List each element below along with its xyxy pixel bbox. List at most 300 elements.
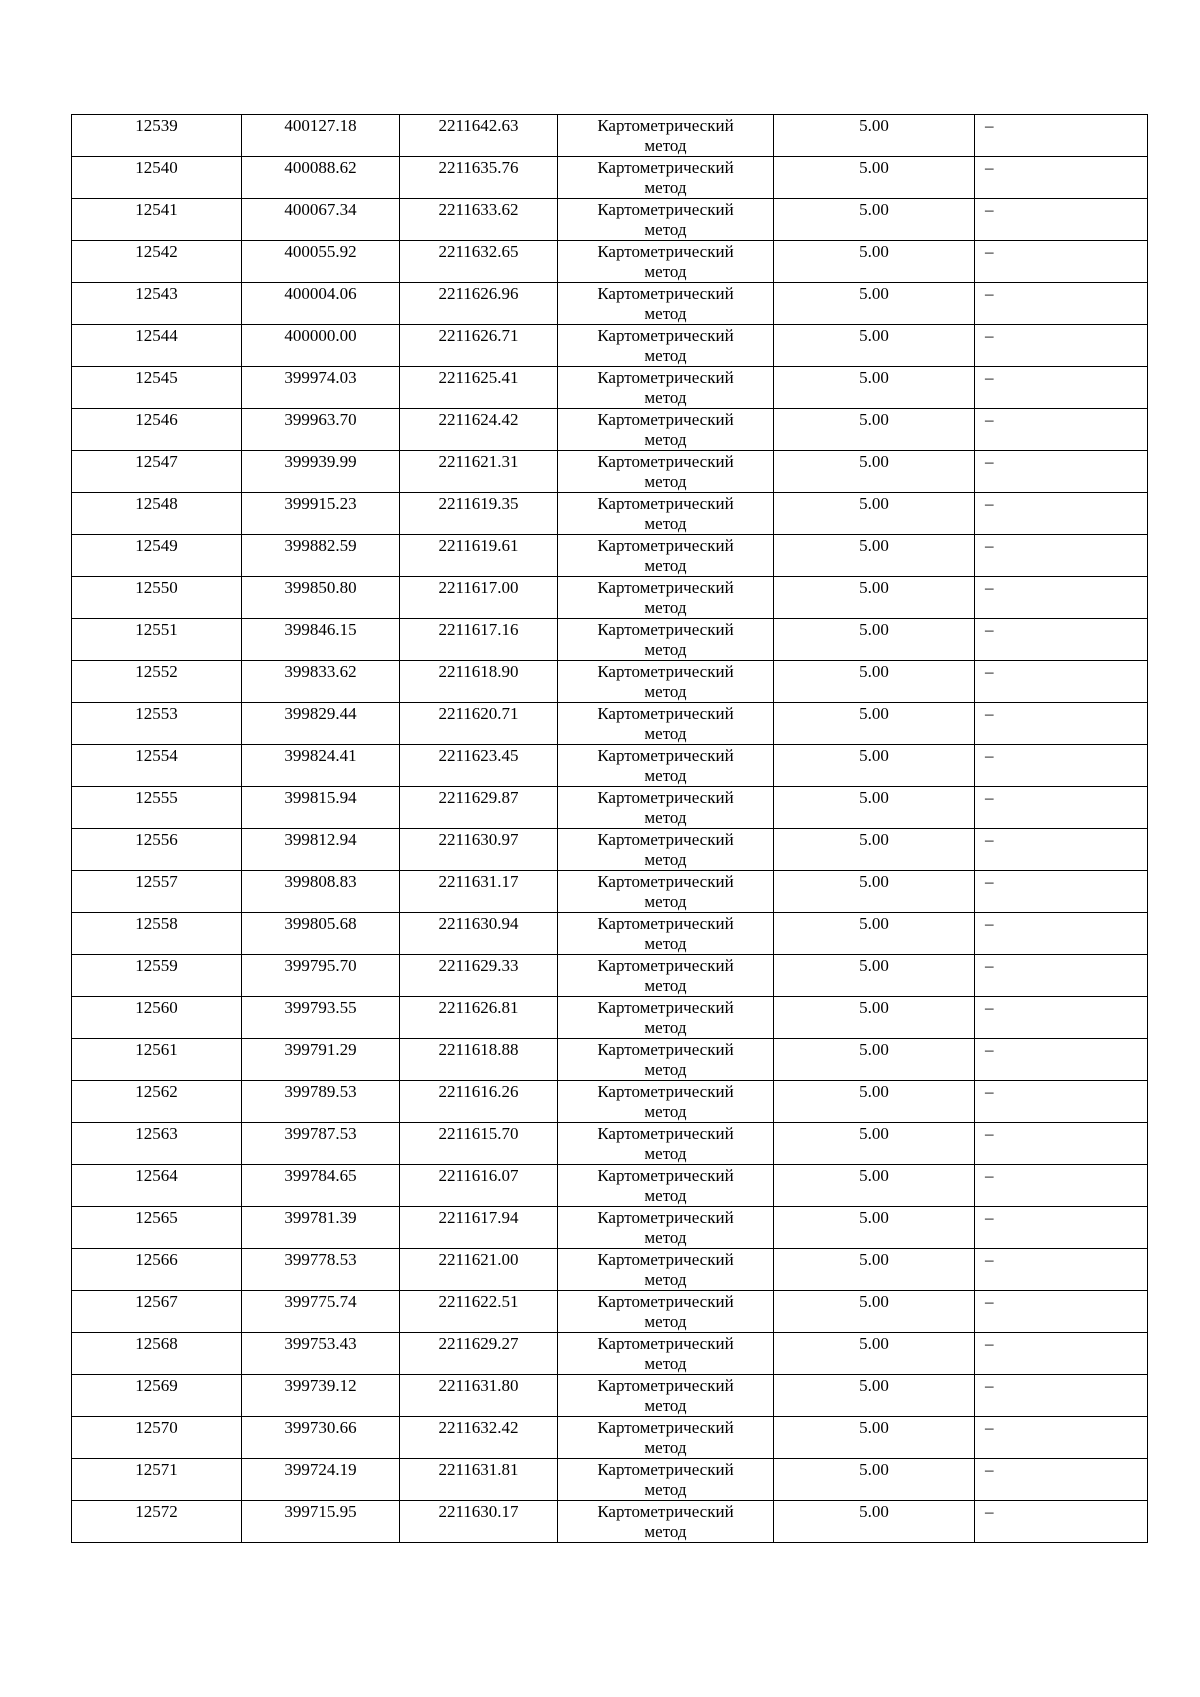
x-coordinate-cell: 399808.83 [242, 871, 400, 913]
description-cell: – [975, 1081, 1148, 1123]
method-line-1: Картометрический [597, 704, 734, 723]
accuracy-cell: 5.00 [774, 1165, 975, 1207]
description-cell: – [975, 871, 1148, 913]
method-line-2: метод [644, 1144, 687, 1163]
method-line-1: Картометрический [597, 1502, 734, 1521]
method-line-2: метод [644, 1312, 687, 1331]
x-coordinate-cell: 400004.06 [242, 283, 400, 325]
method-line-1: Картометрический [597, 998, 734, 1017]
method-cell [558, 1081, 774, 1123]
table-row [72, 1123, 1148, 1165]
table-row [72, 325, 1148, 367]
method-line-1: Картометрический [597, 872, 734, 891]
description-cell: – [975, 913, 1148, 955]
x-coordinate-cell: 399882.59 [242, 535, 400, 577]
description-cell: – [975, 493, 1148, 535]
description-cell: – [975, 619, 1148, 661]
method-cell [558, 1039, 774, 1081]
method-cell [558, 535, 774, 577]
method-cell [558, 703, 774, 745]
method-line-2: метод [644, 472, 687, 491]
y-coordinate-cell: 2211632.42 [400, 1417, 558, 1459]
method-line-2: метод [644, 1228, 687, 1247]
y-coordinate-cell: 2211616.07 [400, 1165, 558, 1207]
x-coordinate-cell: 400055.92 [242, 241, 400, 283]
method-line-1: Картометрический [597, 662, 734, 681]
method-cell [558, 1501, 774, 1543]
accuracy-cell: 5.00 [774, 1207, 975, 1249]
method-line-1: Картометрический [597, 326, 734, 345]
accuracy-cell: 5.00 [774, 577, 975, 619]
table-row [72, 829, 1148, 871]
method-cell [558, 745, 774, 787]
accuracy-cell: 5.00 [774, 703, 975, 745]
accuracy-cell: 5.00 [774, 997, 975, 1039]
method-cell [558, 997, 774, 1039]
method-line-1: Картометрический [597, 1124, 734, 1143]
x-coordinate-cell: 399791.29 [242, 1039, 400, 1081]
description-cell: – [975, 1501, 1148, 1543]
point-number-cell: 12550 [72, 577, 242, 619]
point-number-cell: 12555 [72, 787, 242, 829]
method-line-2: метод [644, 388, 687, 407]
method-line-1: Картометрический [597, 1460, 734, 1479]
method-cell [558, 241, 774, 283]
x-coordinate-cell: 399753.43 [242, 1333, 400, 1375]
accuracy-cell: 5.00 [774, 283, 975, 325]
method-line-2: метод [644, 136, 687, 155]
table-row [72, 577, 1148, 619]
description-cell: – [975, 955, 1148, 997]
point-number-cell: 12566 [72, 1249, 242, 1291]
point-number-cell: 12542 [72, 241, 242, 283]
y-coordinate-cell: 2211629.33 [400, 955, 558, 997]
method-line-1: Картометрический [597, 1418, 734, 1437]
method-cell [558, 619, 774, 661]
coordinates-table [71, 114, 1148, 1543]
accuracy-cell: 5.00 [774, 367, 975, 409]
method-line-2: метод [644, 934, 687, 953]
method-line-2: метод [644, 514, 687, 533]
accuracy-cell: 5.00 [774, 1123, 975, 1165]
x-coordinate-cell: 399724.19 [242, 1459, 400, 1501]
point-number-cell: 12547 [72, 451, 242, 493]
method-line-2: метод [644, 262, 687, 281]
y-coordinate-cell: 2211635.76 [400, 157, 558, 199]
y-coordinate-cell: 2211619.61 [400, 535, 558, 577]
method-line-2: метод [644, 1060, 687, 1079]
description-cell: – [975, 1417, 1148, 1459]
description-cell: – [975, 535, 1148, 577]
accuracy-cell: 5.00 [774, 493, 975, 535]
method-line-2: метод [644, 766, 687, 785]
method-line-2: метод [644, 1102, 687, 1121]
point-number-cell: 12561 [72, 1039, 242, 1081]
method-line-1: Картометрический [597, 1082, 734, 1101]
method-cell [558, 913, 774, 955]
point-number-cell: 12567 [72, 1291, 242, 1333]
method-line-2: метод [644, 346, 687, 365]
point-number-cell: 12545 [72, 367, 242, 409]
point-number-cell: 12546 [72, 409, 242, 451]
y-coordinate-cell: 2211630.17 [400, 1501, 558, 1543]
point-number-cell: 12560 [72, 997, 242, 1039]
point-number-cell: 12539 [72, 115, 242, 157]
table-row [72, 1207, 1148, 1249]
point-number-cell: 12543 [72, 283, 242, 325]
x-coordinate-cell: 399974.03 [242, 367, 400, 409]
method-cell [558, 871, 774, 913]
method-line-1: Картометрический [597, 1250, 734, 1269]
x-coordinate-cell: 399739.12 [242, 1375, 400, 1417]
x-coordinate-cell: 399795.70 [242, 955, 400, 997]
accuracy-cell: 5.00 [774, 1039, 975, 1081]
method-cell [558, 577, 774, 619]
table-row [72, 409, 1148, 451]
table-row [72, 745, 1148, 787]
accuracy-cell: 5.00 [774, 871, 975, 913]
point-number-cell: 12563 [72, 1123, 242, 1165]
description-cell: – [975, 241, 1148, 283]
point-number-cell: 12562 [72, 1081, 242, 1123]
x-coordinate-cell: 399778.53 [242, 1249, 400, 1291]
x-coordinate-cell: 399787.53 [242, 1123, 400, 1165]
y-coordinate-cell: 2211626.96 [400, 283, 558, 325]
point-number-cell: 12548 [72, 493, 242, 535]
description-cell: – [975, 409, 1148, 451]
x-coordinate-cell: 399963.70 [242, 409, 400, 451]
method-cell [558, 1375, 774, 1417]
method-line-2: метод [644, 556, 687, 575]
method-line-1: Картометрический [597, 788, 734, 807]
method-cell [558, 1417, 774, 1459]
point-number-cell: 12570 [72, 1417, 242, 1459]
method-line-2: метод [644, 178, 687, 197]
accuracy-cell: 5.00 [774, 451, 975, 493]
description-cell: – [975, 451, 1148, 493]
table-row [72, 1417, 1148, 1459]
accuracy-cell: 5.00 [774, 1249, 975, 1291]
x-coordinate-cell: 399775.74 [242, 1291, 400, 1333]
method-line-2: метод [644, 976, 687, 995]
x-coordinate-cell: 399846.15 [242, 619, 400, 661]
method-cell [558, 829, 774, 871]
method-line-2: метод [644, 724, 687, 743]
description-cell: – [975, 199, 1148, 241]
method-line-1: Картометрический [597, 914, 734, 933]
description-cell: – [975, 325, 1148, 367]
accuracy-cell: 5.00 [774, 1417, 975, 1459]
method-line-2: метод [644, 1186, 687, 1205]
point-number-cell: 12553 [72, 703, 242, 745]
x-coordinate-cell: 400127.18 [242, 115, 400, 157]
table-row [72, 1165, 1148, 1207]
y-coordinate-cell: 2211625.41 [400, 367, 558, 409]
x-coordinate-cell: 399730.66 [242, 1417, 400, 1459]
method-cell [558, 283, 774, 325]
description-cell: – [975, 1165, 1148, 1207]
method-cell [558, 1249, 774, 1291]
table-row [72, 241, 1148, 283]
y-coordinate-cell: 2211626.71 [400, 325, 558, 367]
y-coordinate-cell: 2211618.90 [400, 661, 558, 703]
method-line-2: метод [644, 598, 687, 617]
y-coordinate-cell: 2211626.81 [400, 997, 558, 1039]
accuracy-cell: 5.00 [774, 1459, 975, 1501]
y-coordinate-cell: 2211615.70 [400, 1123, 558, 1165]
y-coordinate-cell: 2211617.16 [400, 619, 558, 661]
table-row [72, 1249, 1148, 1291]
y-coordinate-cell: 2211642.63 [400, 115, 558, 157]
description-cell: – [975, 157, 1148, 199]
method-line-2: метод [644, 640, 687, 659]
method-cell [558, 325, 774, 367]
point-number-cell: 12541 [72, 199, 242, 241]
table-row [72, 1291, 1148, 1333]
method-line-2: метод [644, 1018, 687, 1037]
table-row [72, 283, 1148, 325]
x-coordinate-cell: 399805.68 [242, 913, 400, 955]
table-row [72, 1039, 1148, 1081]
y-coordinate-cell: 2211623.45 [400, 745, 558, 787]
method-line-1: Картометрический [597, 1040, 734, 1059]
point-number-cell: 12549 [72, 535, 242, 577]
point-number-cell: 12572 [72, 1501, 242, 1543]
point-number-cell: 12564 [72, 1165, 242, 1207]
method-line-1: Картометрический [597, 494, 734, 513]
y-coordinate-cell: 2211633.62 [400, 199, 558, 241]
y-coordinate-cell: 2211617.94 [400, 1207, 558, 1249]
description-cell: – [975, 1039, 1148, 1081]
table-row [72, 1375, 1148, 1417]
description-cell: – [975, 829, 1148, 871]
accuracy-cell: 5.00 [774, 1375, 975, 1417]
accuracy-cell: 5.00 [774, 241, 975, 283]
point-number-cell: 12556 [72, 829, 242, 871]
table-row [72, 1333, 1148, 1375]
point-number-cell: 12558 [72, 913, 242, 955]
x-coordinate-cell: 399815.94 [242, 787, 400, 829]
description-cell: – [975, 1249, 1148, 1291]
accuracy-cell: 5.00 [774, 787, 975, 829]
table-row [72, 115, 1148, 157]
y-coordinate-cell: 2211619.35 [400, 493, 558, 535]
method-cell [558, 1291, 774, 1333]
y-coordinate-cell: 2211616.26 [400, 1081, 558, 1123]
table-row [72, 661, 1148, 703]
method-line-1: Картометрический [597, 1334, 734, 1353]
method-cell [558, 1459, 774, 1501]
point-number-cell: 12552 [72, 661, 242, 703]
accuracy-cell: 5.00 [774, 955, 975, 997]
y-coordinate-cell: 2211630.94 [400, 913, 558, 955]
y-coordinate-cell: 2211632.65 [400, 241, 558, 283]
y-coordinate-cell: 2211631.17 [400, 871, 558, 913]
method-line-1: Картометрический [597, 620, 734, 639]
method-line-2: метод [644, 304, 687, 323]
description-cell: – [975, 787, 1148, 829]
method-line-1: Картометрический [597, 830, 734, 849]
description-cell: – [975, 1291, 1148, 1333]
method-cell [558, 157, 774, 199]
method-line-1: Картометрический [597, 158, 734, 177]
method-cell [558, 661, 774, 703]
method-line-1: Картометрический [597, 242, 734, 261]
method-line-1: Картометрический [597, 536, 734, 555]
method-line-2: метод [644, 892, 687, 911]
description-cell: – [975, 1123, 1148, 1165]
method-line-1: Картометрический [597, 116, 734, 135]
method-line-1: Картометрический [597, 1208, 734, 1227]
description-cell: – [975, 745, 1148, 787]
accuracy-cell: 5.00 [774, 535, 975, 577]
method-line-1: Картометрический [597, 200, 734, 219]
y-coordinate-cell: 2211629.27 [400, 1333, 558, 1375]
x-coordinate-cell: 399784.65 [242, 1165, 400, 1207]
method-line-2: метод [644, 1354, 687, 1373]
point-number-cell: 12544 [72, 325, 242, 367]
method-line-2: метод [644, 220, 687, 239]
method-line-2: метод [644, 1480, 687, 1499]
table-row [72, 535, 1148, 577]
method-line-2: метод [644, 1438, 687, 1457]
description-cell: – [975, 283, 1148, 325]
point-number-cell: 12571 [72, 1459, 242, 1501]
method-cell [558, 1333, 774, 1375]
point-number-cell: 12565 [72, 1207, 242, 1249]
y-coordinate-cell: 2211629.87 [400, 787, 558, 829]
table-row [72, 703, 1148, 745]
method-cell [558, 955, 774, 997]
method-cell [558, 787, 774, 829]
table-row [72, 367, 1148, 409]
x-coordinate-cell: 399915.23 [242, 493, 400, 535]
y-coordinate-cell: 2211617.00 [400, 577, 558, 619]
method-cell [558, 1165, 774, 1207]
table-row [72, 619, 1148, 661]
table-row [72, 787, 1148, 829]
method-cell [558, 199, 774, 241]
x-coordinate-cell: 399829.44 [242, 703, 400, 745]
method-line-1: Картометрический [597, 1166, 734, 1185]
point-number-cell: 12554 [72, 745, 242, 787]
method-line-2: метод [644, 808, 687, 827]
y-coordinate-cell: 2211622.51 [400, 1291, 558, 1333]
y-coordinate-cell: 2211618.88 [400, 1039, 558, 1081]
y-coordinate-cell: 2211621.31 [400, 451, 558, 493]
table-row [72, 451, 1148, 493]
x-coordinate-cell: 400067.34 [242, 199, 400, 241]
table-row [72, 913, 1148, 955]
method-line-2: метод [644, 682, 687, 701]
method-line-1: Картометрический [597, 368, 734, 387]
method-line-1: Картометрический [597, 1292, 734, 1311]
method-cell [558, 1123, 774, 1165]
accuracy-cell: 5.00 [774, 661, 975, 703]
method-cell [558, 493, 774, 535]
method-cell [558, 115, 774, 157]
y-coordinate-cell: 2211620.71 [400, 703, 558, 745]
method-cell [558, 1207, 774, 1249]
accuracy-cell: 5.00 [774, 1333, 975, 1375]
description-cell: – [975, 1459, 1148, 1501]
method-line-2: метод [644, 850, 687, 869]
coordinates-table-body [72, 115, 1148, 1543]
method-line-2: метод [644, 1396, 687, 1415]
x-coordinate-cell: 399824.41 [242, 745, 400, 787]
method-line-2: метод [644, 430, 687, 449]
table-row [72, 493, 1148, 535]
description-cell: – [975, 661, 1148, 703]
accuracy-cell: 5.00 [774, 325, 975, 367]
x-coordinate-cell: 399939.99 [242, 451, 400, 493]
accuracy-cell: 5.00 [774, 409, 975, 451]
method-line-2: метод [644, 1270, 687, 1289]
method-line-1: Картометрический [597, 746, 734, 765]
x-coordinate-cell: 399781.39 [242, 1207, 400, 1249]
table-row [72, 955, 1148, 997]
x-coordinate-cell: 400000.00 [242, 325, 400, 367]
accuracy-cell: 5.00 [774, 1291, 975, 1333]
description-cell: – [975, 577, 1148, 619]
method-cell [558, 451, 774, 493]
accuracy-cell: 5.00 [774, 619, 975, 661]
method-line-1: Картометрический [597, 578, 734, 597]
point-number-cell: 12568 [72, 1333, 242, 1375]
x-coordinate-cell: 399715.95 [242, 1501, 400, 1543]
method-cell [558, 367, 774, 409]
accuracy-cell: 5.00 [774, 829, 975, 871]
method-line-1: Картометрический [597, 284, 734, 303]
point-number-cell: 12551 [72, 619, 242, 661]
table-row [72, 1459, 1148, 1501]
method-line-1: Картометрический [597, 956, 734, 975]
point-number-cell: 12569 [72, 1375, 242, 1417]
description-cell: – [975, 997, 1148, 1039]
accuracy-cell: 5.00 [774, 157, 975, 199]
accuracy-cell: 5.00 [774, 115, 975, 157]
accuracy-cell: 5.00 [774, 1081, 975, 1123]
accuracy-cell: 5.00 [774, 1501, 975, 1543]
description-cell: – [975, 1333, 1148, 1375]
table-row [72, 199, 1148, 241]
table-row [72, 997, 1148, 1039]
description-cell: – [975, 703, 1148, 745]
y-coordinate-cell: 2211624.42 [400, 409, 558, 451]
x-coordinate-cell: 399833.62 [242, 661, 400, 703]
table-row [72, 157, 1148, 199]
y-coordinate-cell: 2211630.97 [400, 829, 558, 871]
method-line-1: Картометрический [597, 452, 734, 471]
description-cell: – [975, 115, 1148, 157]
y-coordinate-cell: 2211631.81 [400, 1459, 558, 1501]
method-line-2: метод [644, 1522, 687, 1541]
y-coordinate-cell: 2211621.00 [400, 1249, 558, 1291]
point-number-cell: 12557 [72, 871, 242, 913]
method-line-1: Картометрический [597, 1376, 734, 1395]
method-cell [558, 409, 774, 451]
x-coordinate-cell: 399812.94 [242, 829, 400, 871]
x-coordinate-cell: 400088.62 [242, 157, 400, 199]
method-line-1: Картометрический [597, 410, 734, 429]
table-row [72, 1081, 1148, 1123]
table-row [72, 871, 1148, 913]
x-coordinate-cell: 399789.53 [242, 1081, 400, 1123]
description-cell: – [975, 1375, 1148, 1417]
x-coordinate-cell: 399793.55 [242, 997, 400, 1039]
y-coordinate-cell: 2211631.80 [400, 1375, 558, 1417]
x-coordinate-cell: 399850.80 [242, 577, 400, 619]
